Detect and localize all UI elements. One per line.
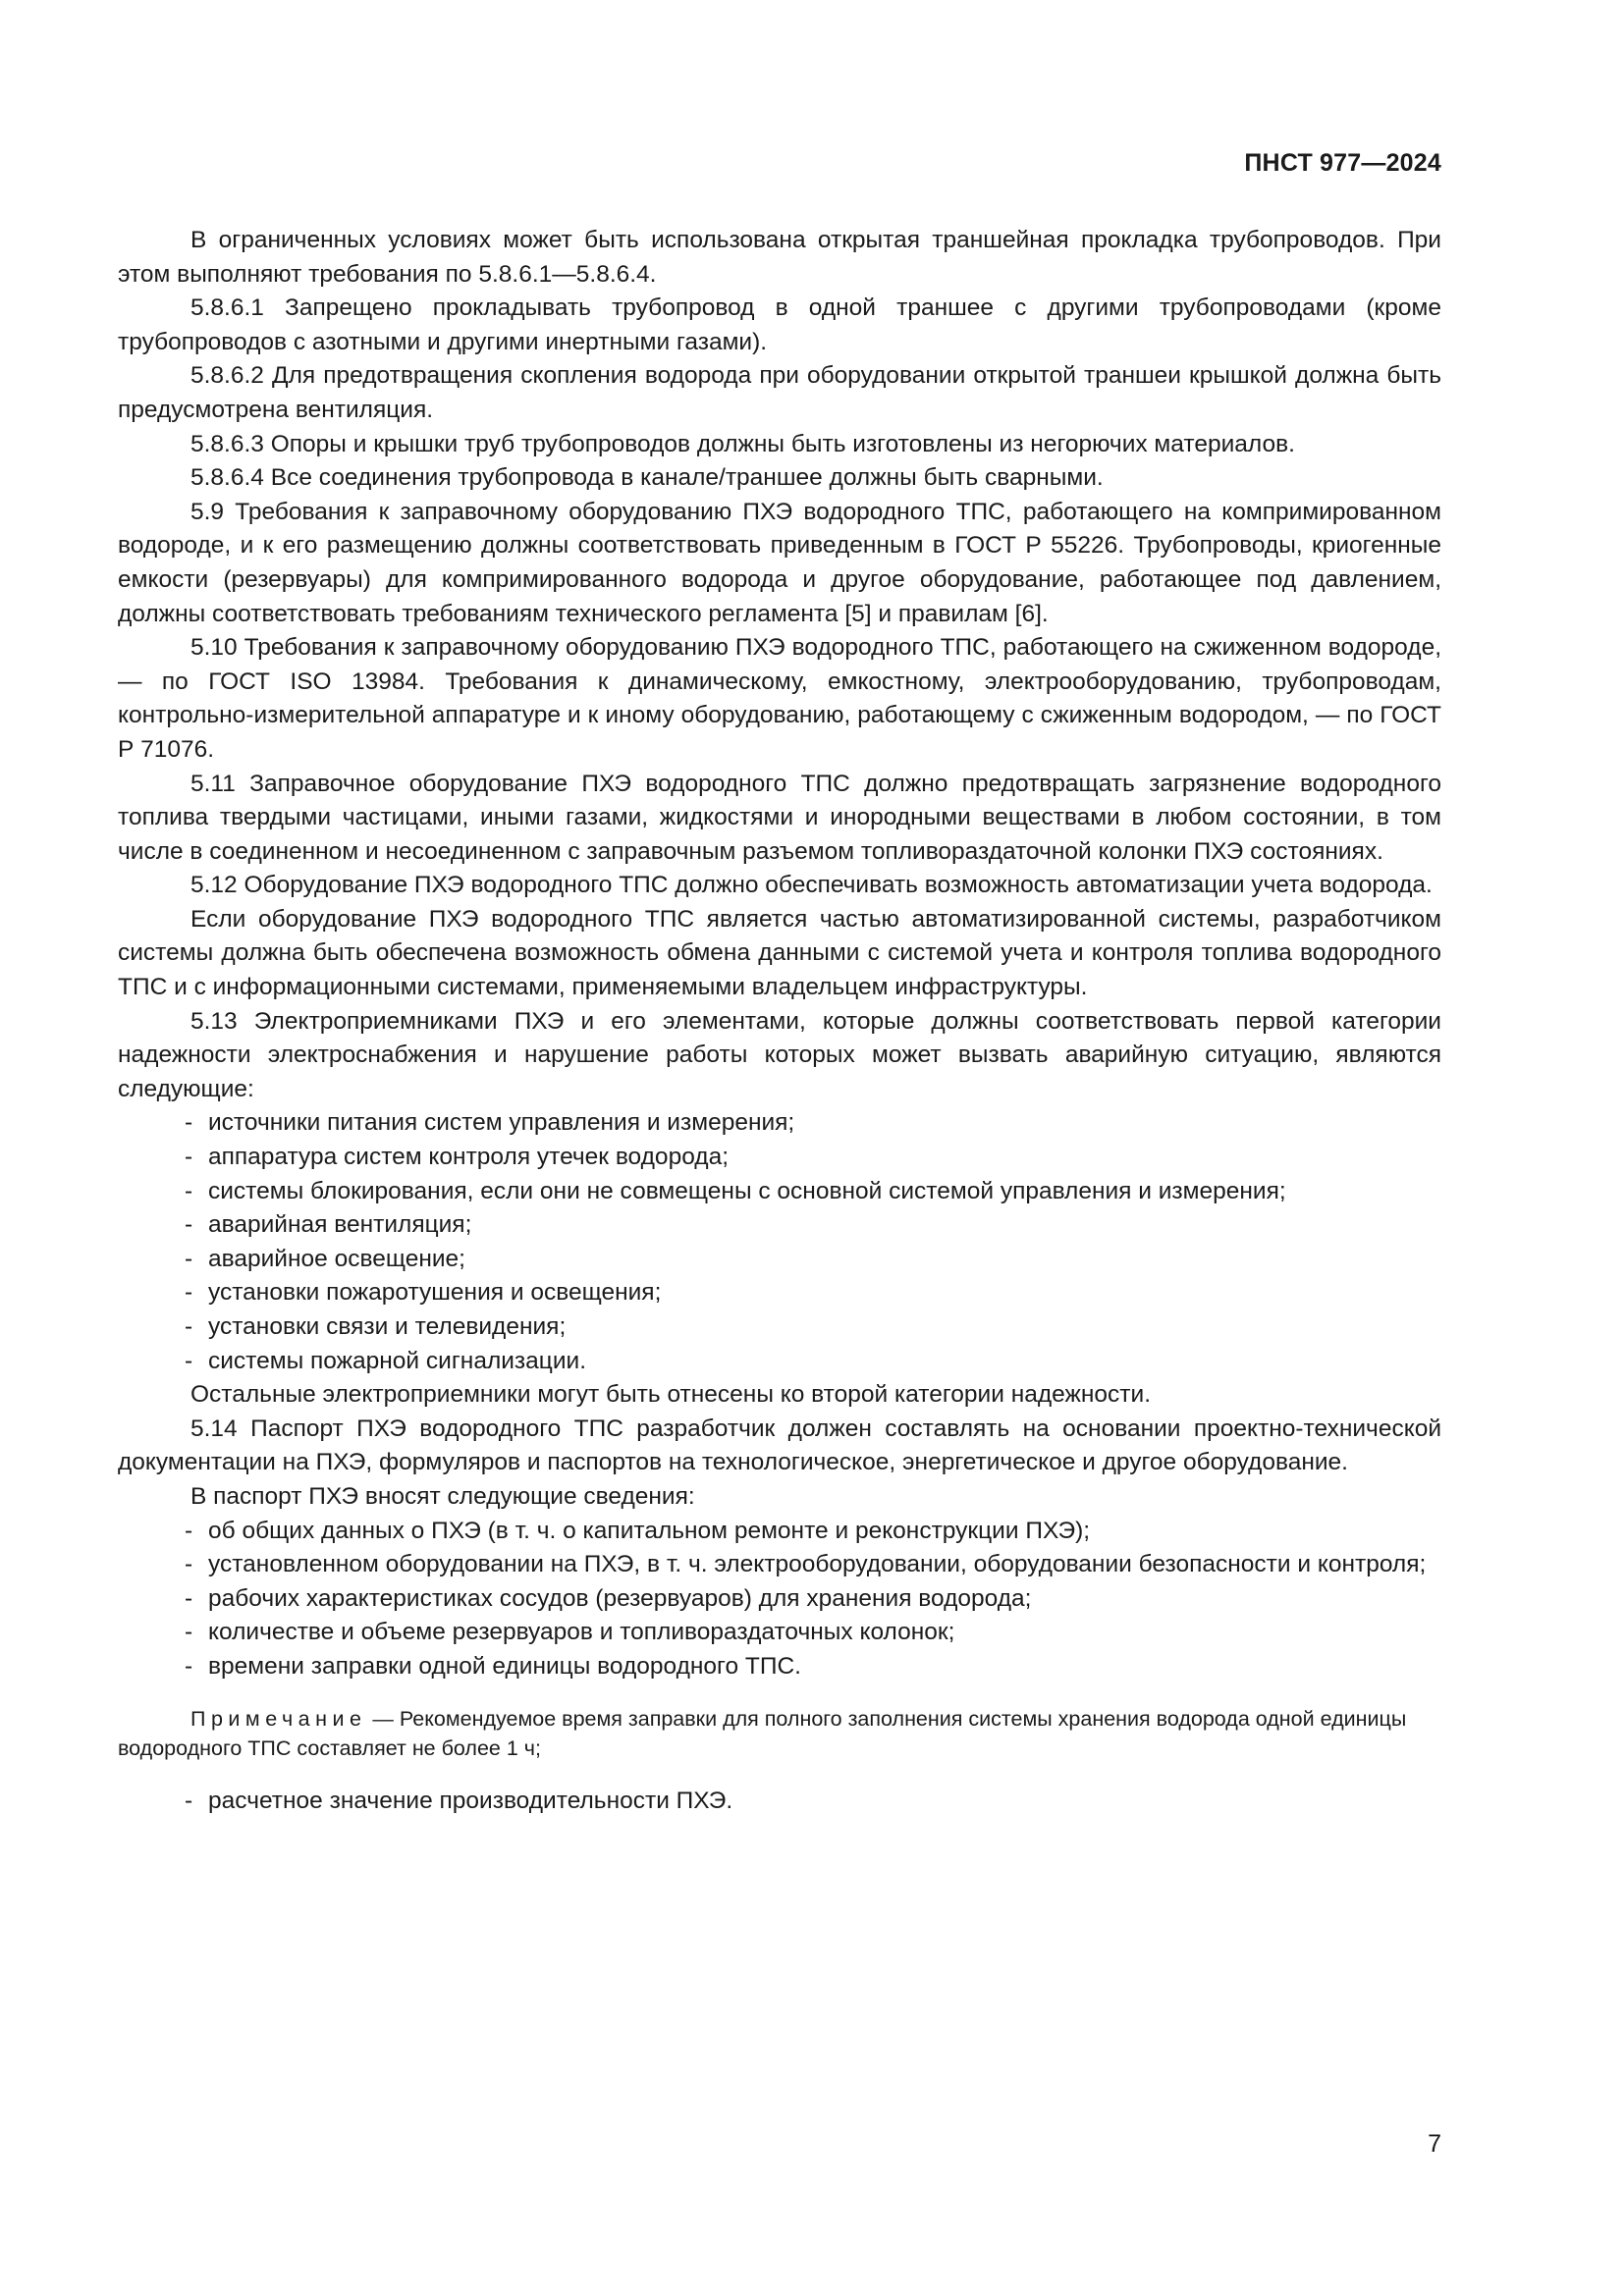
list-item: - установки пожаротушения и освещения; <box>118 1276 1441 1310</box>
list-dash: - <box>185 1279 193 1307</box>
list-item: - рабочих характеристиках сосудов (резервуаров) для хранения водорода; <box>118 1582 1441 1617</box>
list-item: - количестве и объеме резервуаров и топливораздаточных колонок; <box>118 1616 1441 1650</box>
paragraph: Остальные электроприемники могут быть отнесены ко второй категории надежности. <box>190 1381 1152 1409</box>
list-item: - времени заправки одной единицы водородного ТПС. <box>118 1650 1441 1684</box>
paragraph-5-14: 5.14 Паспорт ПХЭ водородного ТПС разработчик должен составлять на основании проектно-технической документации на ПХЭ, формуляров и паспортов на технологическое, энергетическое и другое оборудование. <box>118 1415 1441 1476</box>
paragraph-5-8-6-1: 5.8.6.1 Запрещено прокладывать трубопровод в одной траншее с другими трубопроводами (кроме трубопроводов с азотными и другими инертными газами). <box>118 294 1441 355</box>
list-item: - установки связи и телевидения; <box>118 1310 1441 1345</box>
paragraph-5-13: 5.13 Электроприемниками ПХЭ и его элементами, которые должны соответствовать первой категории надежности электроснабжения и нарушение работы которых может вызвать аварийную ситуацию, являются следующие: <box>118 1007 1441 1102</box>
list-item: - расчетное значение производительности ПХЭ. <box>118 1785 1441 1819</box>
list-dash: - <box>185 1652 193 1680</box>
list-item: - установленном оборудовании на ПХЭ, в т. ч. электрооборудовании, оборудовании безопасности и контроля; <box>118 1548 1441 1582</box>
list-item: - системы пожарной сигнализации. <box>118 1345 1441 1379</box>
page-body <box>118 224 1441 1818</box>
list-dash: - <box>185 1787 193 1814</box>
paragraph: Если оборудование ПХЭ водородного ТПС является частью автоматизированной системы, разработчиком системы должна быть обеспечена возможность обмена данными с системой учета и контроля топлива водородного ТПС и с информационными системами, применяемыми владельцем инфраструктуры. <box>118 905 1441 1001</box>
document-code: ПНСТ 977—2024 <box>1244 149 1441 177</box>
list-dash: - <box>185 1551 193 1578</box>
list-dash: - <box>185 1347 193 1374</box>
list-dash: - <box>185 1313 193 1340</box>
list-item: - системы блокирования, если они не совмещены с основной системой управления и измерения; <box>118 1175 1441 1209</box>
list-dash: - <box>185 1245 193 1272</box>
paragraph-5-8-6-4: 5.8.6.4 Все соединения трубопровода в канале/траншее должны быть сварными. <box>190 464 1104 492</box>
list-item: - аварийное освещение; <box>118 1243 1441 1277</box>
note <box>118 1704 1441 1763</box>
paragraph-5-8-6-2: 5.8.6.2 Для предотвращения скопления водорода при оборудовании открытой траншеи крышкой должна быть предусмотрена вентиляция. <box>118 362 1441 423</box>
paragraph-5-9: 5.9 Требования к заправочному оборудованию ПХЭ водородного ТПС, работающего на компримированном водороде, и к его размещению должны соответствовать приведенным в ГОСТ Р 55226. Трубопроводы, криогенные емкости (резервуары) для компримированного водорода и другое оборудование, работающее под давлением, должны соответствовать требованиям технического регламента [5] и правилам [6]. <box>118 498 1441 627</box>
paragraph-5-11: 5.11 Заправочное оборудование ПХЭ водородного ТПС должно предотвращать загрязнение водородного топлива твердыми частицами, иными газами, жидкостями и инородными веществами в любом состоянии, в том числе в соединенном и несоединенном с заправочным разъемом топливораздаточной колонки ПХЭ состояниях. <box>118 770 1441 865</box>
list-dash: - <box>185 1517 193 1544</box>
note-label: Примечание <box>190 1706 367 1731</box>
power-receivers-list <box>118 1106 1441 1378</box>
paragraph: В паспорт ПХЭ вносят следующие сведения: <box>190 1482 695 1510</box>
paragraph: В ограниченных условиях может быть использована открытая траншейная прокладка трубопроводов. При этом выполняют требования по 5.8.6.1—5.8.6.4. <box>118 227 1441 288</box>
final-list <box>118 1785 1441 1819</box>
list-dash: - <box>185 1584 193 1612</box>
passport-info-list <box>118 1515 1441 1684</box>
list-item: - источники питания систем управления и измерения; <box>118 1106 1441 1141</box>
list-dash: - <box>185 1109 193 1137</box>
note-text: — Рекомендуемое время заправки для полного заполнения системы хранения водорода одной единицы водородного ТПС составляет не более 1 ч; <box>118 1706 1407 1760</box>
paragraph-5-8-6-3: 5.8.6.3 Опоры и крышки труб трубопроводов должны быть изготовлены из негорючих материалов. <box>190 430 1295 457</box>
list-dash: - <box>185 1211 193 1239</box>
list-item: - об общих данных о ПХЭ (в т. ч. о капитальном ремонте и реконструкции ПХЭ); <box>118 1515 1441 1549</box>
list-dash: - <box>185 1619 193 1646</box>
page-number: 7 <box>1428 2130 1441 2158</box>
list-dash: - <box>185 1177 193 1204</box>
paragraph-5-12: 5.12 Оборудование ПХЭ водородного ТПС должно обеспечивать возможность автоматизации учета водорода. <box>190 872 1433 899</box>
list-item: - аварийная вентиляция; <box>118 1208 1441 1243</box>
list-item: - аппаратура систем контроля утечек водорода; <box>118 1141 1441 1175</box>
paragraph-5-10: 5.10 Требования к заправочному оборудованию ПХЭ водородного ТПС, работающего на сжиженном водороде, — по ГОСТ ISO 13984. Требования к динамическому, емкостному, электрооборудованию, трубопроводам, контрольно-измерительной аппаратуре и к иному оборудованию, работающему с сжиженным водородом, — по ГОСТ Р 71076. <box>118 634 1441 763</box>
list-dash: - <box>185 1144 193 1171</box>
